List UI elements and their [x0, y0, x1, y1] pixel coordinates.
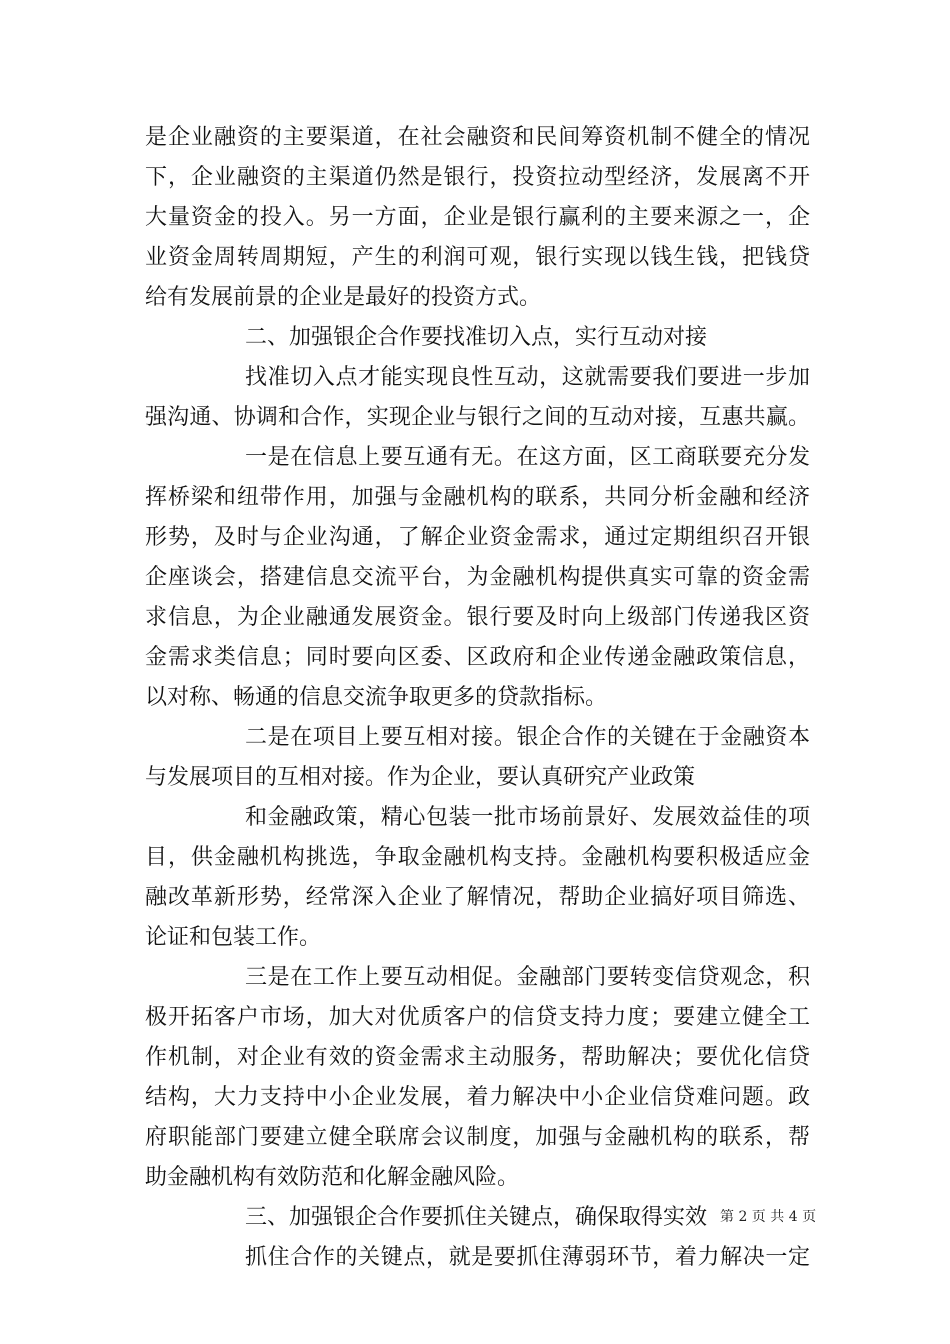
body-text-line: 目，供金融机构挑选，争取金融机构支持。金融机构要积极适应金: [145, 845, 810, 870]
body-text-line: 助金融机构有效防范和化解金融风险。: [145, 1165, 520, 1190]
body-text-line: 结构，大力支持中小企业发展，着力解决中小企业信贷难问题。政: [145, 1085, 810, 1110]
page-number-footer: 第 2 页 共 4 页: [720, 1209, 817, 1225]
body-text-line: 二是在项目上要互相对接。银企合作的关键在于金融资本: [245, 725, 810, 750]
body-text-line: 府职能部门要建立健全联席会议制度，加强与金融机构的联系，帮: [145, 1125, 810, 1150]
body-text-line: 一是在信息上要互通有无。在这方面，区工商联要充分发: [245, 445, 810, 470]
body-text-line: 企座谈会，搭建信息交流平台，为金融机构提供真实可靠的资金需: [145, 565, 810, 590]
body-text-line: 挥桥梁和纽带作用，加强与金融机构的联系，共同分析金融和经济: [145, 485, 810, 510]
section-heading-2: 二、加强银企合作要找准切入点，实行互动对接: [245, 325, 708, 350]
body-text-line: 和金融政策，精心包装一批市场前景好、发展效益佳的项: [245, 805, 810, 830]
body-text-line: 融改革新形势，经常深入企业了解情况，帮助企业搞好项目筛选、: [145, 885, 810, 910]
body-text-line: 业资金周转周期短，产生的利润可观，银行实现以钱生钱，把钱贷: [145, 245, 810, 270]
body-text-line: 下，企业融资的主渠道仍然是银行，投资拉动型经济，发展离不开: [145, 165, 810, 190]
body-text-line: 极开拓客户市场，加大对优质客户的信贷支持力度；要建立健全工: [145, 1005, 810, 1030]
body-text-line: 以对称、畅通的信息交流争取更多的贷款指标。: [145, 685, 608, 710]
body-text-line: 与发展项目的互相对接。作为企业，要认真研究产业政策: [145, 765, 696, 790]
body-text-line: 三是在工作上要互动相促。金融部门要转变信贷观念，积: [245, 965, 810, 990]
section-heading-3: 三、加强银企合作要抓住关键点，确保取得实效: [245, 1205, 708, 1230]
body-text-line: 抓住合作的关键点，就是要抓住薄弱环节，着力解决一定: [245, 1245, 810, 1270]
body-text-line: 找准切入点才能实现良性互动，这就需要我们要进一步加: [245, 365, 810, 390]
body-text-line: 求信息，为企业融通发展资金。银行要及时向上级部门传递我区资: [145, 605, 810, 630]
body-text-line: 给有发展前景的企业是最好的投资方式。: [145, 285, 542, 310]
body-text-line: 大量资金的投入。另一方面，企业是银行赢利的主要来源之一，企: [145, 205, 810, 230]
body-text-line: 金需求类信息；同时要向区委、区政府和企业传递金融政策信息，: [145, 645, 810, 670]
body-text-line: 作机制，对企业有效的资金需求主动服务，帮助解决；要优化信贷: [145, 1045, 810, 1070]
body-text-line: 形势，及时与企业沟通，了解企业资金需求，通过定期组织召开银: [145, 525, 810, 550]
body-text-line: 是企业融资的主要渠道，在社会融资和民间筹资机制不健全的情况: [145, 125, 810, 150]
body-text-line: 强沟通、协调和合作，实现企业与银行之间的互动对接，互惠共赢。: [145, 405, 810, 430]
body-text-line: 论证和包装工作。: [145, 925, 322, 950]
